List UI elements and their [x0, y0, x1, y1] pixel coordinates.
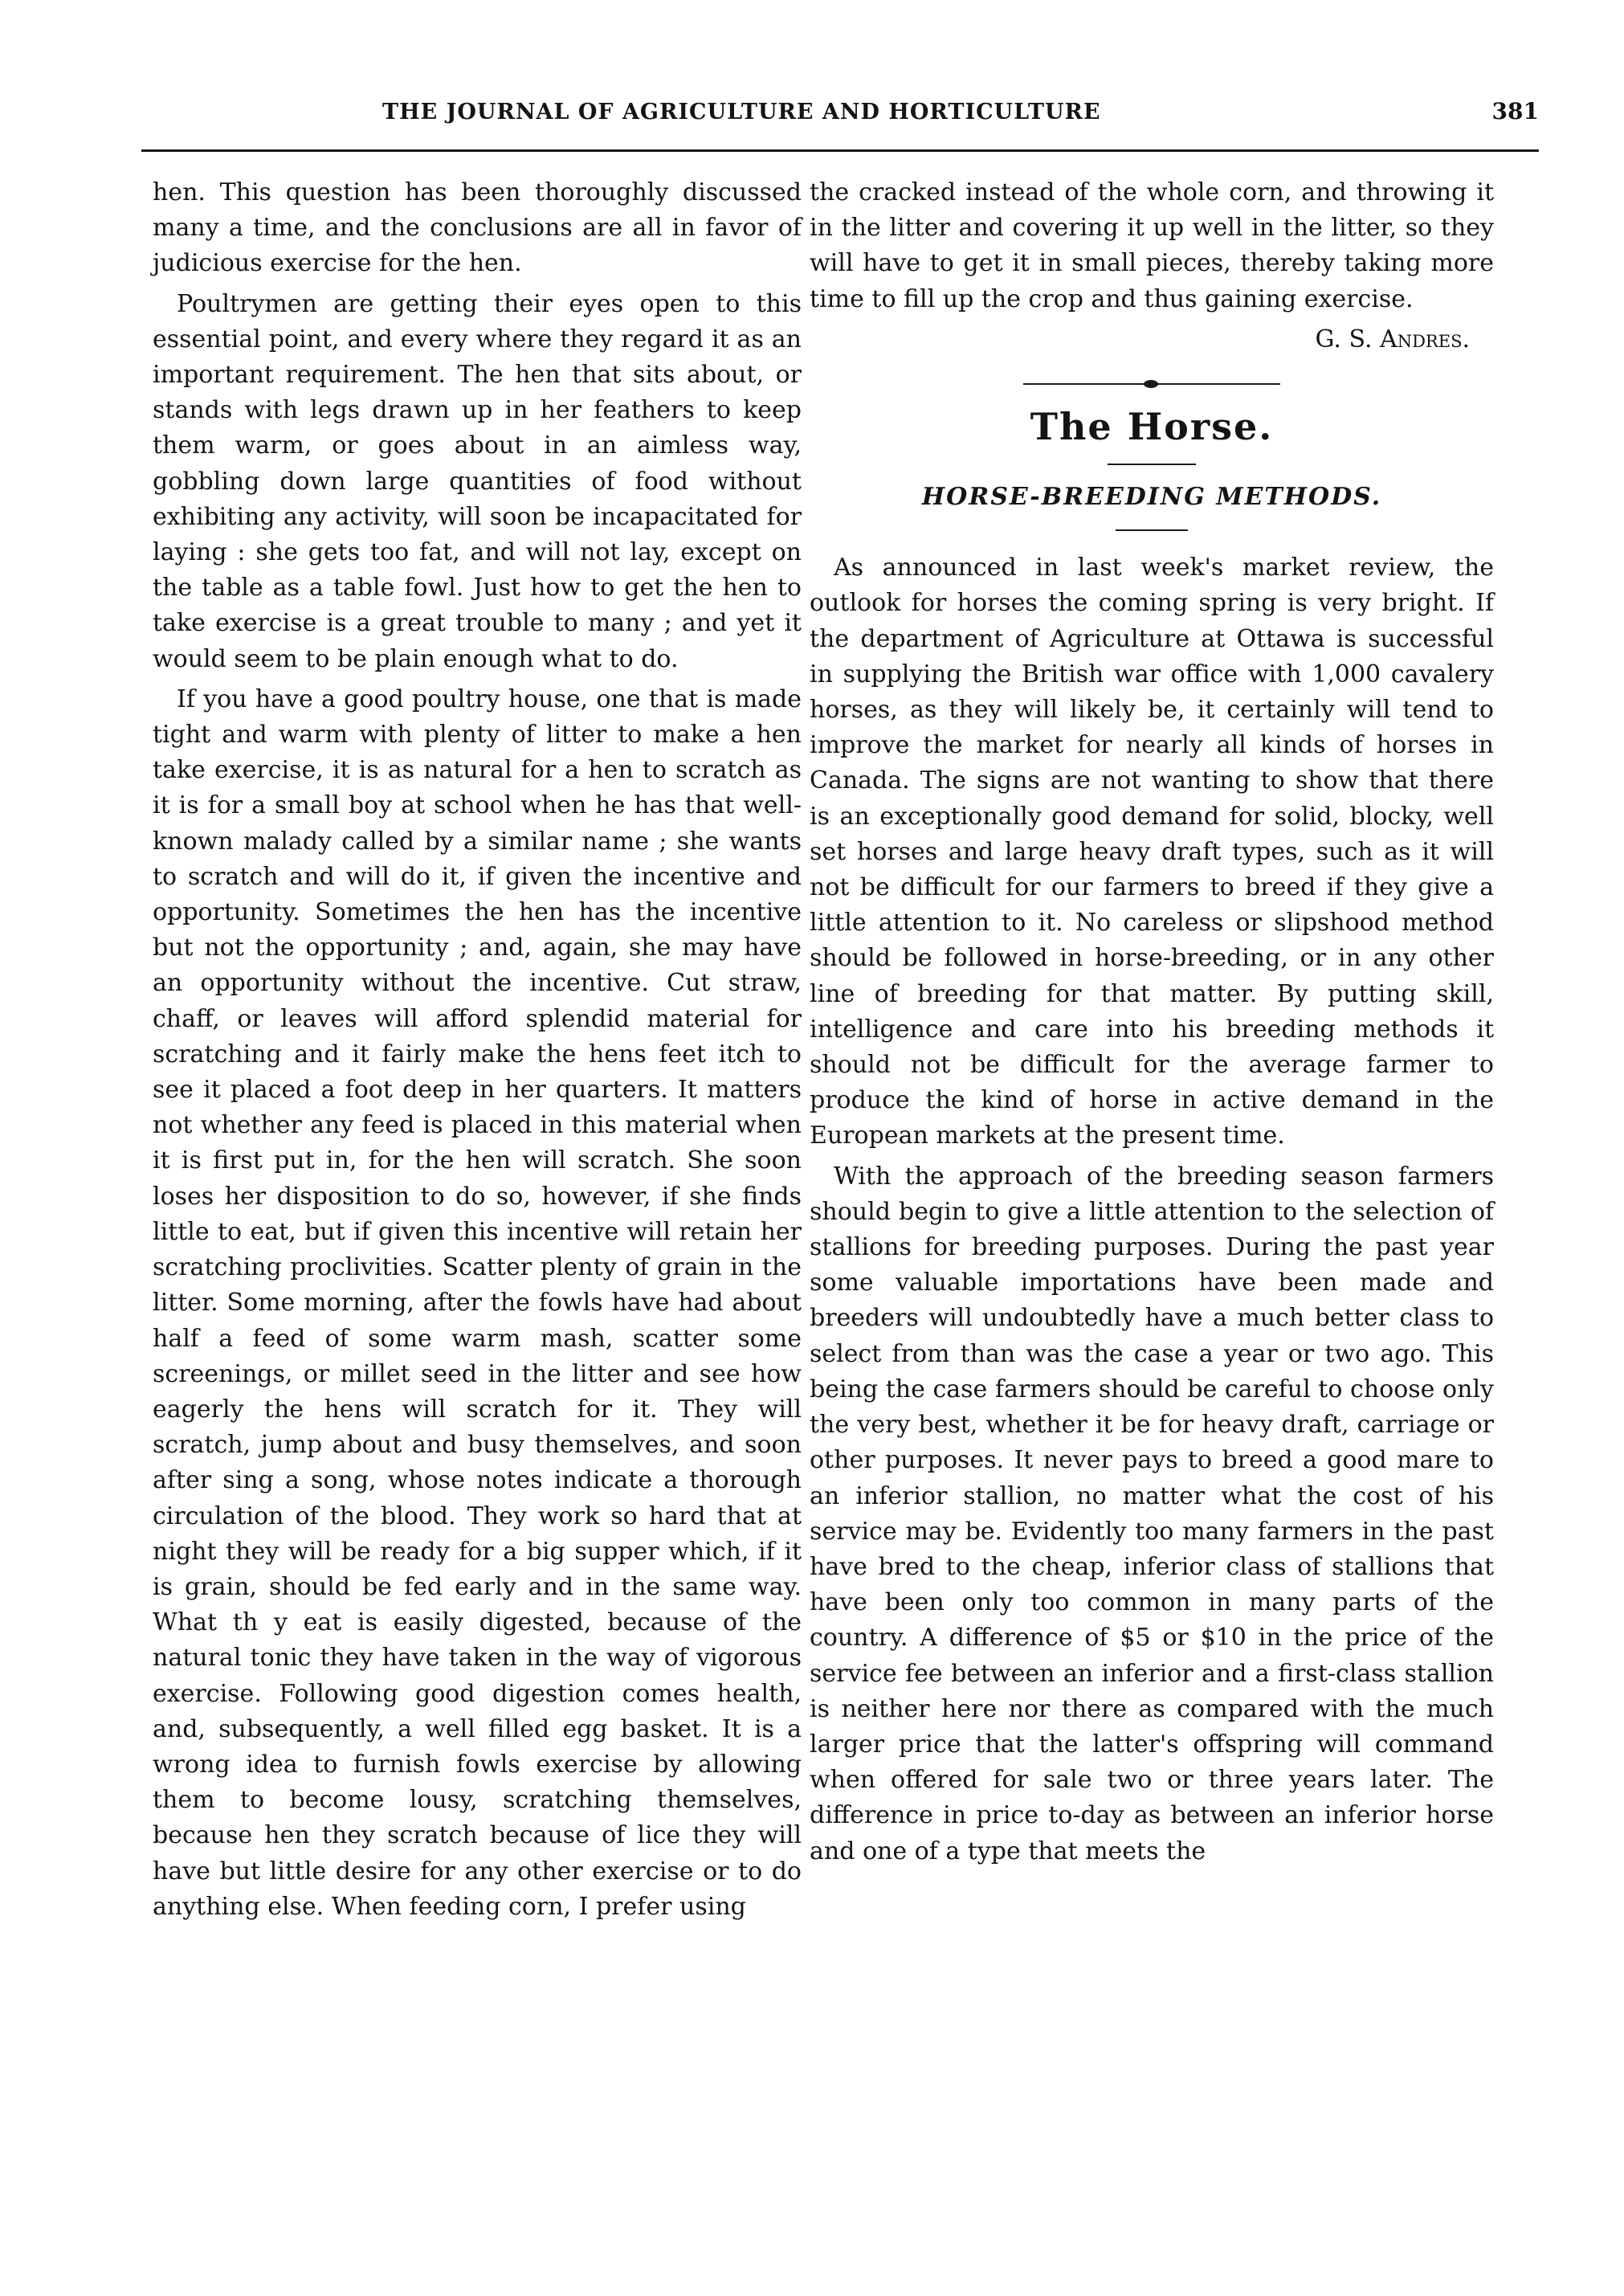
paragraph: Poultrymen are getting their eyes open to this essential point, and every where they regard it as an important requirement. The hen that sits about, or stands with legs drawn up in her feathers to keep them warm, or goes about in an aimless way, gobbling down large quantities of food without exhibiting any activity, will soon be incapacitated for laying : she gets too fat, and will not lay, except on the table as a table fowl. Just how to get the hen to take exercise is a great trouble to many ; and yet it would seem to be plain enough what to do. [153, 289, 802, 673]
running-header [141, 95, 1539, 143]
header-rule [141, 149, 1539, 152]
paragraph: As announced in last week's market review, the outlook for horses the coming spring is very bright. If the department of Agriculture at Ottawa is successful in supplying the British war office with 1,000 cavalery horses, as they will likely be, it certainly will tend to improve the market for nearly all kinds of horses in Canada. The signs are not wanting to show that there is an exceptionally good demand for solid, blocky, well set horses and large heavy draft types, such as it will not be difficult for our farmers to breed if they give a little attention to it. No careless or slipshood method should be followed in horse-breeding, or in any other line of breeding for that matter. By putting skill, intelligence and care into his breeding methods it should not be difficult for the average farmer to produce the kind of horse in active demand in the European markets at the present time. [810, 554, 1494, 1150]
right-column [810, 175, 1494, 1869]
article-title: HORSE-BREEDING METHODS. [921, 483, 1382, 512]
paragraph: the cracked instead of the whole corn, and throwing it in the litter and covering it up well in the litter, so they will have to get it in small pieces, thereby taking more time to fill up the crop and thus gaining exercise. [810, 178, 1494, 313]
author-name: G. S. Andres. [1315, 325, 1470, 353]
author-signature [810, 322, 1494, 357]
section-divider [1023, 378, 1280, 390]
left-column [153, 175, 802, 1925]
page-number: 381 [1491, 98, 1539, 125]
title-rule [1108, 464, 1196, 465]
section-title: The Horse. [1030, 405, 1274, 449]
title-rule [1116, 529, 1188, 531]
running-title: THE JOURNAL OF AGRICULTURE AND HORTICULTURE [382, 100, 1101, 125]
paragraph: With the approach of the breeding season farmers should begin to give a little attention to the selection of stallions for breeding purposes. During the past year some valuable importations have been made and breeders will undoubtedly have a much better class to select from than was the case a year or two ago. This being the case farmers should be careful to choose only the very best, whether it be for heavy draft, carriage or other purposes. It never pays to breed a good mare to an inferior stallion, no matter what the cost of his service may be. Evidently too many farmers in the past have bred to the cheap, inferior class of stallions that have been only too common in many parts of the country. A difference of $5 or $10 in the price of the service fee between an inferior and a first-class stallion is neither here nor there as compared with the much larger price that the latter's offspring will command when offered for sale two or three years later. The difference in price to-day as between an inferior horse and one of a type that meets the [810, 1162, 1494, 1865]
divider-ornament-dot [1144, 380, 1158, 388]
paragraph: If you have a good poultry house, one that is made tight and warm with plenty of litter to make a hen take exercise, it is as natural for a hen to scratch as it is for a small boy at school when he has that well-known malady called by a similar name ; she wants to scratch and will do it, if given the incentive and opportunity. Sometimes the hen has the incentive but not the opportunity ; and, again, she may have an opportunity without the incentive. Cut straw, chaff, or leaves will afford splendid material for scratching and it fairly make the hens feet itch to see it placed a foot deep in her quarters. It matters not whether any feed is placed in this material when it is first put in, for the hen will scratch. She soon loses her disposition to do so, however, if she finds little to eat, but if given this incentive will retain her scratching proclivities. Scatter plenty of grain in the litter. Some morning, after the fowls have had about half a feed of some warm mash, scatter some screenings, or millet seed in the litter and see how eagerly the hens will scratch for it. They will scratch, jump about and busy themselves, and soon after sing a song, whose notes indicate a thorough circulation of the blood. They work so hard that at night they will be ready for a big supper which, if it is grain, should be fed early and in the same way. What th y eat is easily digested, because of the natural tonic they have taken in the way of vigorous exercise. Following good digestion comes health, and, subsequently, a well filled egg basket. It is a wrong idea to furnish fowls exercise by allowing them to become lousy, scratching themselves, because hen they scratch because of lice they will have but little desire for any other exercise or to do anything else. When feeding corn, I prefer using [153, 684, 802, 1921]
paragraph: hen. This question has been thoroughly discussed many a time, and the conclusions are all in favor of judicious exercise for the hen. [153, 178, 802, 278]
